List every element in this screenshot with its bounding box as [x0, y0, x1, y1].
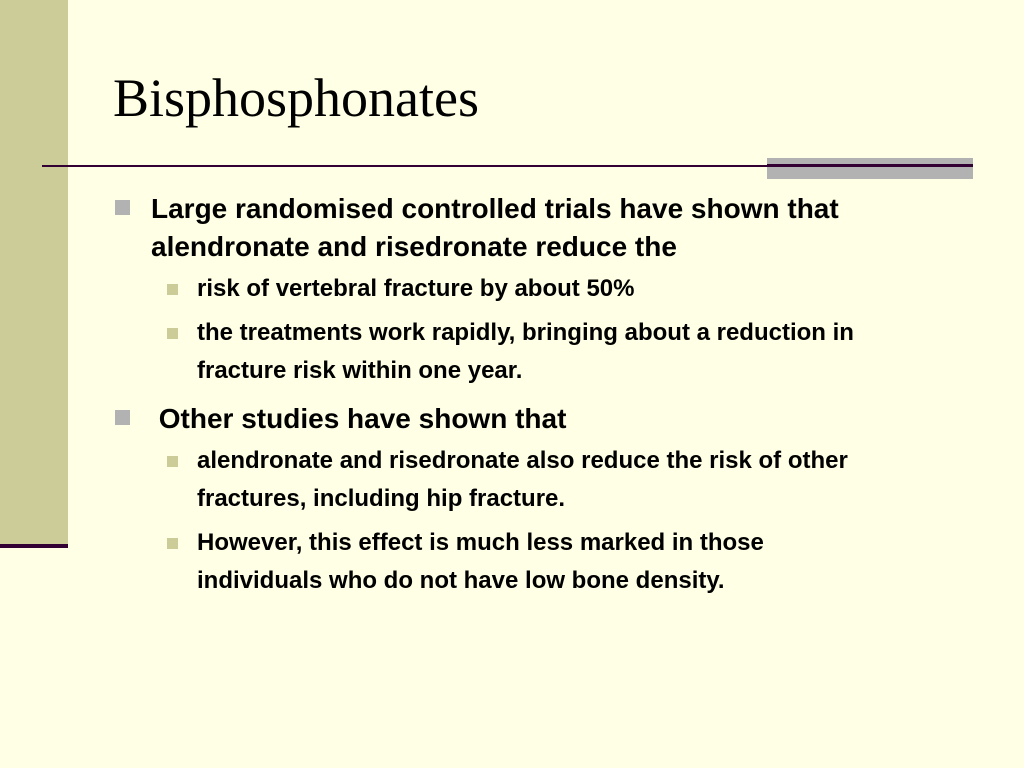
left-sidebar-rule	[0, 544, 68, 548]
bullet-1-text: Large randomised controlled trials have shown that alendronate and risedronate reduce the	[151, 193, 839, 262]
bullet-2	[113, 400, 993, 438]
title-accent-line	[767, 164, 973, 167]
square-bullet-icon	[115, 200, 130, 215]
bullet-2-sub-2-text: However, this effect is much less marked in those individuals who do not have low bone density.	[197, 529, 764, 594]
square-bullet-icon	[115, 410, 130, 425]
slide-content	[113, 190, 993, 606]
bullet-2-sub-1-text: alendronate and risedronate also reduce the risk of other fractures, including hip fracture.	[197, 447, 848, 512]
bullet-1-sub-1	[113, 270, 993, 308]
bullet-1-sub-1-text: risk of vertebral fracture by about 50%	[197, 275, 635, 302]
small-square-bullet-icon	[167, 284, 178, 295]
slide-title: Bisphosphonates	[113, 68, 480, 128]
bullet-1-sub-2	[113, 314, 993, 390]
bullet-1-sub-2-text: the treatments work rapidly, bringing about a reduction in fracture risk within one year.	[197, 319, 854, 384]
left-sidebar-bar	[0, 0, 68, 547]
small-square-bullet-icon	[167, 456, 178, 467]
bullet-2-text: Other studies have shown that	[151, 403, 567, 434]
small-square-bullet-icon	[167, 328, 178, 339]
bullet-1	[113, 190, 993, 266]
title-accent-block	[767, 158, 973, 179]
small-square-bullet-icon	[167, 538, 178, 549]
bullet-2-sub-1	[113, 442, 993, 518]
bullet-2-sub-2	[113, 524, 993, 600]
